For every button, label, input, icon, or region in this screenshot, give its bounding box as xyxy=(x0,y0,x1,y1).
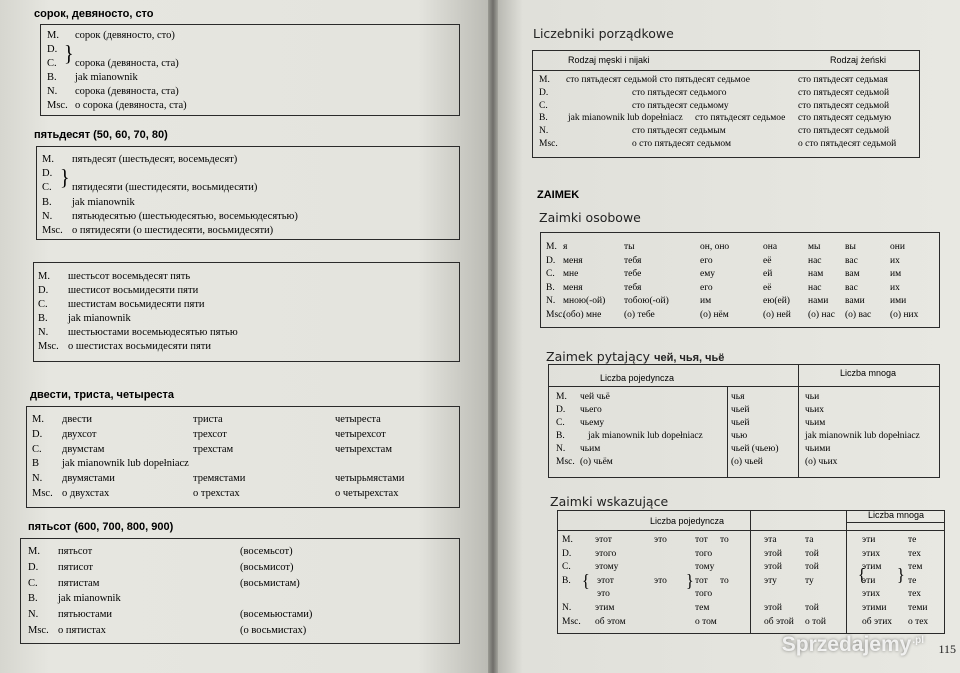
declension-form: сто пятьдесят седьмым xyxy=(632,126,726,137)
pronoun-form: этой xyxy=(764,562,782,573)
declension-form: пятидесяти (шестидесяти, восьмидесяти) xyxy=(72,182,258,194)
case-label: D. xyxy=(546,255,556,266)
pronoun-form: мы xyxy=(808,242,821,252)
declension-form: трехстам xyxy=(193,443,234,455)
declension-form: сто пятьдесят седьмого xyxy=(632,87,727,98)
case-label: Msc. xyxy=(546,310,565,320)
pronoun-form: об этой xyxy=(764,616,794,627)
case-label: Msc. xyxy=(32,488,53,499)
case-label: M. xyxy=(47,30,59,41)
pronoun-form: эти xyxy=(862,575,876,586)
case-label: B. xyxy=(38,313,48,324)
case-label: C. xyxy=(539,100,548,111)
pronoun-form: те xyxy=(908,535,917,545)
section-heading: ZAIMEK xyxy=(537,189,580,201)
case-label: M. xyxy=(42,154,54,165)
pronoun-form: тебе xyxy=(624,269,642,280)
pronoun-form: чьей xyxy=(731,405,750,415)
table-rule xyxy=(532,70,920,71)
declension-form: пятьсот xyxy=(58,546,93,557)
declension-form: сто пятьдесят седьмой сто пятьдесят седьмое xyxy=(566,75,750,85)
declension-form: сорок (девяносто, сто) xyxy=(75,30,175,41)
pronoun-form: той xyxy=(805,562,819,573)
pronoun-form: об этом xyxy=(595,616,626,627)
column-header: Rodzaj męski i nijaki xyxy=(568,55,650,65)
pronoun-form: это xyxy=(654,575,667,586)
pronoun-form: этим xyxy=(595,603,615,613)
brace: } xyxy=(60,165,70,191)
pronoun-form: я xyxy=(563,242,568,252)
section-header: пятьсот (600, 700, 800, 900) xyxy=(28,521,174,533)
pronoun-form: то xyxy=(720,535,729,545)
case-label: N. xyxy=(47,86,58,97)
declension-form: шестисот восьмидесяти пяти xyxy=(68,285,199,296)
pronoun-form: этой xyxy=(764,548,782,559)
table-rule xyxy=(846,510,847,634)
declension-form: о двухстах xyxy=(62,488,110,499)
pronoun-form: о тех xyxy=(908,616,929,627)
pronoun-form: тем xyxy=(695,603,710,613)
declension-form: о сорока (девяноста, ста) xyxy=(75,100,187,111)
case-label: Msc. xyxy=(42,225,63,236)
case-label: B. xyxy=(539,113,548,124)
pronoun-form: тобою(-ой) xyxy=(624,296,669,307)
pronoun-form: чьим xyxy=(580,444,601,454)
case-label: D. xyxy=(28,561,39,573)
declension-form: (восемьсот) xyxy=(240,546,293,557)
brace: } xyxy=(64,41,74,67)
section-title xyxy=(546,349,724,364)
pronoun-form: их xyxy=(890,282,900,293)
declension-form: двумястами xyxy=(62,473,115,485)
case-label: B. xyxy=(42,196,52,208)
declension-form: о сто пятьдесят седьмом xyxy=(632,139,732,149)
table-rule xyxy=(846,522,945,523)
case-label: D. xyxy=(556,405,566,415)
case-label: B. xyxy=(546,282,555,293)
case-label: M. xyxy=(562,535,573,545)
table-rule xyxy=(548,386,940,387)
pronoun-form: им xyxy=(890,269,902,280)
pronoun-form: он, оно xyxy=(700,242,730,252)
table-rule xyxy=(750,510,751,634)
pronoun-form: тебя xyxy=(624,255,642,266)
declension-form: сто пятьдесят седьмая xyxy=(798,75,888,85)
pronoun-form: чьему xyxy=(580,418,605,428)
pronoun-form: этим xyxy=(862,562,882,573)
pronoun-form: jak mianownik lub dopełniacz xyxy=(588,431,703,441)
case-label: Msc. xyxy=(562,616,581,627)
pronoun-form: чью xyxy=(731,431,748,441)
pronoun-form: о той xyxy=(805,616,826,627)
pronoun-form: эти xyxy=(862,535,876,545)
case-label: M. xyxy=(38,271,50,282)
pronoun-form: (о) них xyxy=(890,310,919,320)
declension-form: сто пятьдесят седьмую xyxy=(798,113,892,124)
pronoun-form: её xyxy=(763,255,772,266)
case-label: N. xyxy=(562,603,572,613)
pronoun-form: те xyxy=(908,575,917,586)
declension-form: о четырехстах xyxy=(335,488,399,499)
pronoun-form: чьи xyxy=(805,392,820,402)
pronoun-form: (о) чьих xyxy=(805,457,838,467)
section-title-text: Zaimek pytający xyxy=(546,349,651,364)
case-label: Msc. xyxy=(47,100,68,111)
declension-form: сто пятьдесят седьмой xyxy=(798,100,890,111)
case-label: B. xyxy=(28,593,38,605)
case-label: C. xyxy=(562,562,571,573)
section-header: сорок, девяносто, сто xyxy=(34,8,154,20)
pronoun-form: ей xyxy=(763,269,773,280)
pronoun-form: это xyxy=(597,589,610,600)
pronoun-form: об этих xyxy=(862,616,893,627)
declension-form: четырехсот xyxy=(335,428,386,440)
case-label: N. xyxy=(42,210,53,222)
pronoun-form: тот xyxy=(695,575,708,586)
pronoun-form: нас xyxy=(808,282,822,293)
declension-form: (восемьюстами) xyxy=(240,609,313,621)
declension-form: jak mianownik lub dopełniacz xyxy=(62,458,189,470)
pronoun-form: чьими xyxy=(805,444,831,454)
declension-form: (о восьмистах) xyxy=(240,625,307,636)
declension-form: пятьюстами xyxy=(58,609,112,621)
pronoun-form: та xyxy=(805,535,814,545)
declension-form: шестьюстами восемьюдесятью пятью xyxy=(68,327,238,338)
case-label: C. xyxy=(38,299,48,310)
pronoun-form: меня xyxy=(563,255,583,266)
declension-form: пятьюдесятью (шестьюдесятью, восемьюдесятью) xyxy=(72,210,298,222)
pronoun-form: чьим xyxy=(805,418,826,428)
pronoun-form: это xyxy=(654,535,667,545)
pronoun-form: её xyxy=(763,282,772,293)
case-label: Msc. xyxy=(539,139,558,149)
case-label: D. xyxy=(38,285,49,296)
pronoun-form: чей чьё xyxy=(580,392,610,402)
pronoun-form: тех xyxy=(908,548,921,559)
pronoun-form: того xyxy=(695,589,713,600)
declension-form: сорока (девяноста, ста) xyxy=(75,86,179,97)
case-label: D. xyxy=(562,548,572,559)
pronoun-form: то xyxy=(720,575,729,586)
table-rule xyxy=(557,530,945,531)
pronoun-form: этот xyxy=(595,535,612,545)
case-label: D. xyxy=(539,87,549,98)
case-label: D. xyxy=(47,44,58,55)
pronoun-form: этот xyxy=(597,575,614,586)
column-header: Liczba pojedyncza xyxy=(600,373,675,383)
watermark-suffix: .pl xyxy=(912,635,924,646)
declension-form: тремястами xyxy=(193,473,246,485)
pronoun-form: мне xyxy=(563,269,579,280)
declension-form: четыреста xyxy=(335,414,381,425)
pronoun-form: нас xyxy=(808,255,822,266)
pronoun-form: (о) нём xyxy=(700,310,729,320)
pronoun-form: ими xyxy=(890,296,907,307)
declension-form: о шестистах восьмидесяти пяти xyxy=(68,341,212,352)
declension-form: о пятистах xyxy=(58,625,106,636)
column-header: Rodzaj żeński xyxy=(830,55,887,65)
pronoun-form: ты xyxy=(624,242,635,252)
pronoun-form: нами xyxy=(808,296,829,307)
declension-form: шестьсот восемьдесят пять xyxy=(68,271,191,282)
pronoun-form: этого xyxy=(595,548,617,559)
pronoun-form: того xyxy=(695,548,713,559)
pronoun-form: (о) тебе xyxy=(624,310,655,320)
pronoun-form: (о) чьей xyxy=(731,457,763,467)
brace: { xyxy=(858,566,866,585)
pronoun-form: тому xyxy=(695,562,715,573)
case-label: Msc. xyxy=(28,625,49,636)
pronoun-form: (о) чьём xyxy=(580,457,613,467)
case-label: N. xyxy=(556,444,566,454)
pronoun-form: ею(ей) xyxy=(763,296,790,307)
case-label: C. xyxy=(32,443,42,455)
case-label: Msc. xyxy=(38,341,59,352)
case-label: D. xyxy=(32,428,43,440)
pronoun-form: (обо) мне xyxy=(563,310,602,320)
case-label: D. xyxy=(42,168,53,180)
pronoun-form: их xyxy=(890,255,900,266)
pronoun-form: (о) нас xyxy=(808,310,835,320)
pronoun-form: (о) вас xyxy=(845,310,872,320)
case-label: M. xyxy=(32,414,44,425)
pronoun-form: (о) ней xyxy=(763,310,791,320)
case-label: M. xyxy=(539,75,550,85)
pronoun-form: вас xyxy=(845,255,858,266)
declension-form: сто пятьдесят седьмой xyxy=(798,87,890,98)
case-label: M. xyxy=(28,546,40,557)
section-title-bold: чей, чья, чьё xyxy=(654,352,725,364)
pronoun-form: чьего xyxy=(580,405,602,415)
pronoun-form: чьих xyxy=(805,405,824,415)
pronoun-form: вы xyxy=(845,242,856,252)
declension-form: jak mianownik lub dopełniacz xyxy=(568,113,683,124)
case-label: C. xyxy=(546,269,555,280)
section-header: двести, триста, четыреста xyxy=(30,389,175,401)
pronoun-form: она xyxy=(763,242,778,252)
pronoun-form: тех xyxy=(908,589,921,600)
case-label: C. xyxy=(42,182,52,194)
case-label: C. xyxy=(556,418,565,428)
declension-form: jak mianownik xyxy=(75,72,138,83)
pronoun-form: этих xyxy=(862,589,881,600)
pronoun-form: тот xyxy=(695,535,708,545)
pronoun-form: теми xyxy=(908,603,928,613)
column-header: Liczba pojedyncza xyxy=(650,516,725,526)
pronoun-form: чья xyxy=(731,392,745,402)
declension-form: о сто пятьдесят седьмой xyxy=(798,139,897,149)
watermark-logo xyxy=(782,633,924,657)
pronoun-form: этими xyxy=(862,603,887,613)
pronoun-form: им xyxy=(700,296,712,307)
case-label: M. xyxy=(556,392,567,402)
column-header: Liczba mnoga xyxy=(840,368,897,378)
pronoun-form: вами xyxy=(845,296,865,307)
declension-form: четырехстам xyxy=(335,443,392,455)
case-label: B. xyxy=(556,431,565,441)
pronoun-form: эта xyxy=(764,535,777,545)
case-label: B xyxy=(32,458,40,470)
pronoun-form: ту xyxy=(805,575,814,586)
declension-form: пятистам xyxy=(58,577,100,589)
declension-form: jak mianownik xyxy=(68,313,131,324)
pronoun-form: его xyxy=(700,255,713,266)
declension-form: шестистам восьмидесяти пяти xyxy=(68,299,205,310)
section-title: Liczebniki porządkowe xyxy=(533,26,674,41)
declension-form: (восьмисот) xyxy=(240,561,294,573)
brace: } xyxy=(686,572,694,591)
pronoun-form: они xyxy=(890,242,905,252)
pronoun-form: о том xyxy=(695,616,717,627)
case-label: C. xyxy=(28,577,38,589)
case-label: N. xyxy=(32,473,43,485)
pronoun-form: тебя xyxy=(624,282,642,293)
case-label: N. xyxy=(546,296,556,307)
section-title: Zaimki osobowe xyxy=(539,210,641,225)
declension-form: сто пятьдесят седьмое xyxy=(695,113,786,124)
pronoun-form: ему xyxy=(700,269,715,280)
declension-form: jak mianownik xyxy=(72,196,135,208)
pronoun-form: нам xyxy=(808,269,824,280)
declension-form: о трехстах xyxy=(193,488,240,499)
pronoun-form: той xyxy=(805,548,819,559)
pronoun-form: вам xyxy=(845,269,860,280)
pronoun-form: чьей (чьею) xyxy=(731,444,779,454)
declension-form: сто пятьдесят седьмому xyxy=(632,100,729,111)
brace: { xyxy=(582,572,590,591)
page-number: 115 xyxy=(938,642,956,656)
pronoun-form: той xyxy=(805,603,819,613)
pronoun-form: чьей xyxy=(731,418,750,428)
brace: } xyxy=(897,566,905,585)
case-label: Msc. xyxy=(556,457,575,467)
case-label: N. xyxy=(38,327,49,338)
pronoun-form: меня xyxy=(563,282,583,293)
pronoun-form: jak mianownik lub dopełniacz xyxy=(805,431,920,441)
column-header: Liczba mnoga xyxy=(868,510,925,520)
declension-form: jak mianownik xyxy=(58,593,121,605)
pronoun-form: его xyxy=(700,282,713,293)
declension-form: двумстам xyxy=(62,443,105,455)
declension-form: двухсот xyxy=(62,428,97,440)
case-label: N. xyxy=(539,126,549,137)
case-label: B. xyxy=(562,575,571,586)
pronoun-form: вас xyxy=(845,282,858,293)
declension-form: трехсот xyxy=(193,428,227,440)
declension-form: о пятидесяти (о шестидесяти, восьмидесяти) xyxy=(72,225,274,236)
section-title: Zaimki wskazujące xyxy=(550,494,669,509)
case-label: N. xyxy=(28,609,39,621)
pronoun-form: этих xyxy=(862,548,881,559)
case-label: C. xyxy=(47,58,57,69)
case-label: M. xyxy=(546,242,557,252)
declension-form: сто пятьдесят седьмой xyxy=(798,126,890,137)
declension-form: пятисот xyxy=(58,561,94,573)
table-rule xyxy=(798,364,799,478)
pronoun-form: этой xyxy=(764,603,782,613)
pronoun-form: тем xyxy=(908,562,923,573)
declension-form: сорока (девяноста, ста) xyxy=(75,58,179,69)
declension-form: двести xyxy=(62,414,93,425)
section-header: пятьдесят (50, 60, 70, 80) xyxy=(34,129,168,141)
declension-form: четырьмястами xyxy=(335,473,405,485)
declension-form: пятьдесят (шестьдесят, восемьдесят) xyxy=(72,154,238,165)
case-label: B. xyxy=(47,72,57,83)
declension-form: (восьмистам) xyxy=(240,577,300,589)
declension-form: триста xyxy=(193,414,223,425)
pronoun-form: мною(-ой) xyxy=(563,296,606,307)
table-rule xyxy=(727,386,728,478)
watermark-text: Sprzedajemy xyxy=(781,633,912,656)
pronoun-form: эту xyxy=(764,575,777,586)
pronoun-form: этому xyxy=(595,562,619,573)
